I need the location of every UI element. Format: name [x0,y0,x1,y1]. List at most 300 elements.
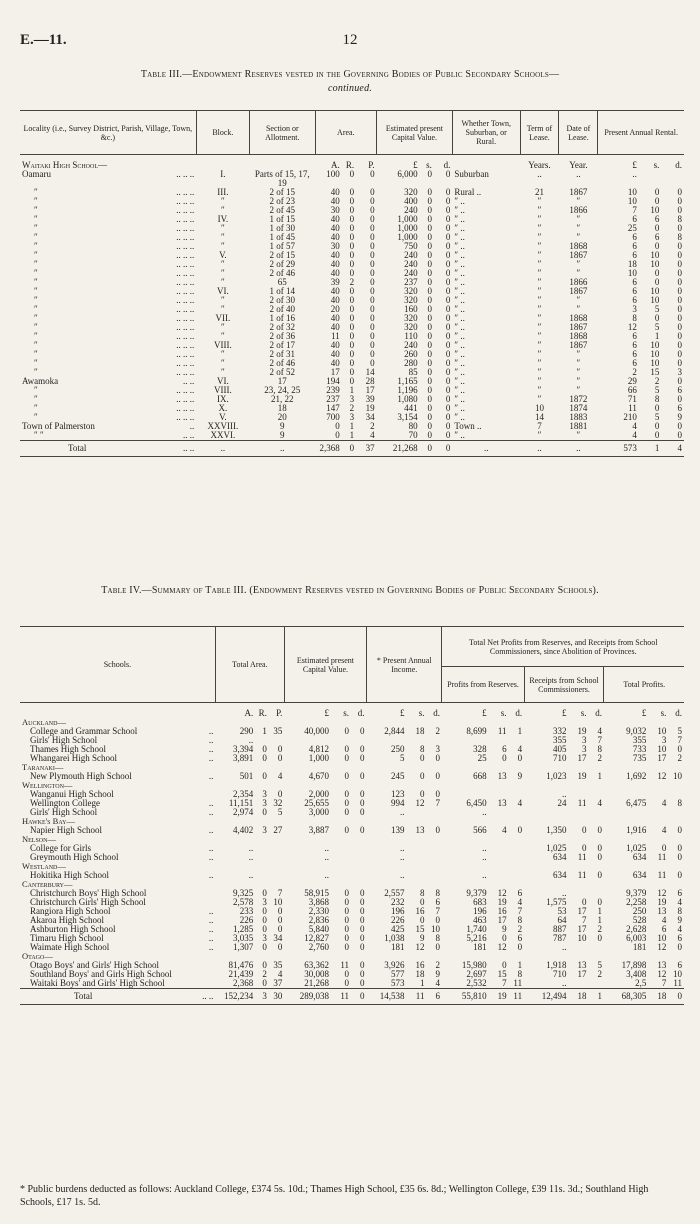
t3-whether: ″ .. [454,214,465,224]
t4-vs: 0 [344,969,349,979]
t4-is: 13 [415,825,425,835]
t3-rd: 0 [677,277,682,287]
t4-vd: 0 [360,924,365,934]
t4-vs: 0 [344,744,349,754]
t3-locality-cell [20,323,196,332]
t4-rl: 710 [552,969,567,979]
t3-vl: 80 [408,421,418,431]
t4-pl: 566 [473,825,487,835]
t4-pd: 0 [517,942,523,952]
t4-total-dots: .. .. [202,991,214,1001]
t3-rl: 3 [632,304,637,314]
t4-total-row [20,989,684,1005]
t3-unit-a: A. [330,160,340,170]
t4-il: 250 [390,744,405,754]
t3-unit-years: Years. [528,160,551,170]
t3-term: ″ [537,259,542,269]
t4-id: 2 [435,960,440,970]
t4-vd: 0 [360,978,365,988]
t3-vs: 0 [427,241,432,251]
t4-td: 8 [677,906,682,916]
t4-id: 4 [435,978,440,988]
t4-r: 0 [262,924,267,934]
t4-vd: 0 [360,726,365,736]
t3-section: 2 of 15 [269,250,296,260]
t3-vd: 0 [445,277,451,287]
t3-rs: 15 [650,367,660,377]
t3-a: 40 [330,322,340,332]
t3-locality: ″ [34,250,38,260]
t4-unit-d: d. [357,708,365,718]
t4-p: 0 [277,753,283,763]
t4-dots: .. [208,915,214,925]
t3-dots: .. [189,421,195,431]
t4-rs: 17 [577,753,587,763]
t4-dots: .. [208,807,214,817]
table4 [20,626,684,1005]
t4-pl: .. [482,870,487,880]
t3-section: 2 of 45 [269,205,296,215]
t3-whether: ″ .. [454,232,465,242]
t4-tl: 9,379 [626,888,647,898]
t4-rl: 24 [557,798,567,808]
t4-id: 10 [430,924,440,934]
t4-is [406,808,426,817]
t4-ts: 0 [661,843,667,853]
t3-rl: 71 [627,394,637,404]
t3-vl: 240 [404,259,418,269]
t4-td: 0 [677,825,682,835]
t4-unit-l: £ [641,708,647,718]
t4-vl: 1,000 [308,753,330,763]
t4-vl: 5,840 [308,924,330,934]
t3-total-r: 0 [342,441,356,457]
t4-vl: 2,000 [308,789,330,799]
t3-a: 40 [330,349,340,359]
t3-whether: ″ .. [454,385,465,395]
t3-term: ″ [537,232,542,242]
t4-dots: .. [208,825,214,835]
t3-vs: 0 [427,403,432,413]
t3-p: 0 [370,250,375,260]
t3-vd: 0 [445,376,451,386]
t3-vl: 750 [404,241,418,251]
t4-total-r: 3 [255,989,269,1005]
t4-rd: 2 [597,924,602,934]
t3-rs: 1 [654,331,660,341]
t4-rl: 1,918 [546,960,567,970]
t4-ts: 12 [657,888,667,898]
t3-vd: 0 [445,322,451,332]
t4-unit-d: d. [515,708,523,718]
t4-region: Auckland— [22,717,66,727]
t3-locality: ″ [34,205,38,215]
t4-total-ts: 18 [648,989,668,1005]
t3-unit-p: P. [368,160,375,170]
t3-unit-blank [196,155,249,171]
t3-vd: 0 [445,223,451,233]
t3-dots: .. .. .. [176,403,195,413]
t4-school-name: Girls' High School [30,735,98,745]
t3-term: 21 [534,187,544,197]
t4-rl: 634 [552,852,567,862]
t3-dots: .. .. .. [176,232,195,242]
t4-a: 3,891 [233,753,254,763]
t4-vs: 0 [344,798,349,808]
t3-total-section: .. [250,441,316,457]
t4-rd: 4 [597,726,602,736]
t4-unit-s: s. [660,708,667,718]
t3-rs: 10 [650,340,660,350]
t4-rs: 19 [577,726,587,736]
t3-vs: 0 [427,268,432,278]
t4-p [269,844,285,853]
t4-is [406,853,426,862]
t3-section: 2 of 29 [269,259,296,269]
t4-p: 35 [273,726,283,736]
t3-p: 17 [365,385,375,395]
t3-block: IV. [217,214,229,224]
t4-p: 37 [273,978,283,988]
t4-unit-s: s. [580,708,587,718]
t4-vl: 30,008 [304,969,330,979]
t4-is: 12 [415,942,425,952]
t3-r: 0 [349,205,355,215]
t3-r: 0 [349,340,355,350]
t3-rd: 6 [677,403,682,413]
t4-id: 0 [435,825,440,835]
t3-rs: 0 [654,277,660,287]
t4-vl: 40,000 [304,726,330,736]
t3-dots: .. .. .. [176,223,195,233]
t3-term: ″ [537,250,542,260]
t3-total-date: .. [559,441,598,457]
t3-locality-cell [20,170,196,188]
t4-school-name: Ashburton High School [30,924,116,934]
t3-locality: ″ [34,268,38,278]
t3-p: 0 [370,313,375,323]
t3-p: 0 [370,295,375,305]
t4-id [426,808,442,817]
t3-dots: .. .. .. [176,169,195,179]
t3-dots: .. .. .. [176,349,195,359]
t4-total-vd: 0 [351,989,367,1005]
t3-a: 11 [331,331,340,341]
t4-total-rl: 12,494 [524,989,568,1005]
t4-p: 5 [277,807,283,817]
t3-block: ″ [221,196,225,206]
t3-rs: 2 [654,376,660,386]
t3-locality: ″ [34,277,38,287]
t3-whether: ″ .. [454,250,465,260]
t3-rd: 0 [677,304,682,314]
t3-vl: 1,000 [397,232,418,242]
t3-date: 1868 [569,313,588,323]
t4-pd: 7 [517,906,523,916]
t4-tl: 9,032 [626,726,647,736]
t4-is: 16 [415,960,425,970]
t3-rl: 29 [627,376,637,386]
t4-vl: 3,000 [308,807,330,817]
table4-title: Table IV.—Summary of Table III. (Endowment Reserves vested in Governing Bodies of Public Secondary Schools). [101,585,599,596]
t3-vd: 0 [445,304,451,314]
t3-rl: 6 [632,241,637,251]
t3-vl: 320 [404,313,418,323]
t4-a: 233 [239,906,254,916]
t4-vl: 2,760 [308,942,330,952]
t4-unit-l: £ [482,708,487,718]
t3-r: 0 [349,268,355,278]
t4-tl: 634 [632,870,647,880]
t3-locality-cell [20,269,196,278]
t3-r: 0 [349,232,355,242]
t3-rd: 6 [677,385,682,395]
t4-tl: 634 [632,852,647,862]
t4-school-name: Napier High School [30,825,102,835]
t4-a: 1,285 [233,924,254,934]
t3-unit-rs: s. [653,160,660,170]
t4-vs: 0 [344,942,349,952]
t3-date: 1872 [569,394,588,404]
t3-whether: ″ .. [454,358,465,368]
t3-rd: 0 [677,358,682,368]
t3-term: ″ [537,358,542,368]
t4-total-tl: 68,305 [604,989,648,1005]
t3-block: ″ [221,223,225,233]
t3-rl: 210 [623,412,637,422]
t3-a: 40 [330,223,340,233]
t3-rl: 18 [627,259,637,269]
t3-dots: .. .. .. [176,295,195,305]
t4-rd: 0 [597,852,602,862]
t4-unit-d: d. [675,708,682,718]
t4-id: 0 [435,915,440,925]
t3-block: ″ [221,295,225,305]
t3-vl: 160 [404,304,418,314]
t4-il: 2,844 [384,726,405,736]
t4-school-name: Wellington College [30,798,101,808]
t3-header-section: Section or Allotment. [250,111,316,155]
t3-vs: 0 [427,313,432,323]
t3-date: .. [576,169,581,179]
t4-rd: 1 [597,906,602,916]
t3-whether: ″ .. [454,277,465,287]
t3-rd: 0 [677,313,682,323]
t3-whether: ″ .. [454,403,465,413]
t3-r: 3 [349,412,355,422]
t3-section: 9 [280,421,285,431]
t4-region: Hawke's Bay— [22,816,75,826]
t4-r: 0 [262,888,267,898]
t3-locality-cell [20,422,196,431]
t4-r: 2 [262,969,267,979]
t3-locality: ″ [34,394,38,404]
t3-section: 20 [277,412,287,422]
t4-header-value: Estimated present Capital Value. [284,627,366,703]
t3-whether: ″ .. [454,331,465,341]
t3-whether: ″ .. [454,205,465,215]
t3-dots: .. .. .. [176,187,195,197]
t3-section: 1 of 15 [269,214,296,224]
t3-vs: 0 [427,421,432,431]
t3-date: 1867 [569,187,588,197]
t4-is: 8 [419,744,425,754]
t4-p: 32 [273,798,283,808]
t3-date: ″ [576,304,581,314]
t3-rl: .. [632,169,637,179]
t3-locality: ″ [34,412,38,422]
t4-vs: 11 [340,960,349,970]
t3-a: 100 [326,169,340,179]
t4-rs: 11 [577,870,587,880]
t3-rs: 0 [654,403,660,413]
t3-dots: .. .. .. [176,304,195,314]
t4-r: 0 [262,960,267,970]
t4-rd: 4 [597,798,602,808]
t3-whether: ″ .. [454,349,465,359]
t3-whether: ″ .. [454,322,465,332]
t3-dots: .. .. .. [176,322,195,332]
t4-id: 7 [435,906,440,916]
t4-ps: 16 [497,906,507,916]
t3-date: 1883 [569,412,588,422]
t3-section: 2 of 23 [269,196,296,206]
t3-dots: .. .. .. [176,340,195,350]
t4-pd: 4 [517,744,523,754]
t4-rl: 355 [552,735,567,745]
t3-rs: 0 [654,430,660,440]
t4-vs: 0 [344,753,349,763]
t3-r: 1 [349,430,355,440]
t3-dots: .. .. .. [176,412,195,422]
t4-dots: .. [208,933,214,943]
t3-block: ″ [221,205,225,215]
t4-td: 7 [677,735,682,745]
t4-a: 501 [239,771,254,781]
t3-date: ″ [576,358,581,368]
t3-dots: .. .. .. [176,268,195,278]
t4-il: .. [399,843,405,853]
t3-rs: 10 [650,286,660,296]
t3-whether: ″ .. [454,223,465,233]
t4-p [269,871,285,880]
t3-r: 0 [349,286,355,296]
t3-term: ″ [537,277,542,287]
t4-rd: 1 [597,915,602,925]
t4-school-name: Akaroa High School [30,915,104,925]
t4-r: 3 [262,825,267,835]
t4-ts: 10 [657,933,667,943]
t3-vl: 240 [404,250,418,260]
t3-section: 2 of 46 [269,358,296,368]
t3-a: 30 [330,205,340,215]
t3-section: 1 of 30 [269,223,296,233]
t4-r: 1 [262,726,267,736]
t3-rd: 0 [677,376,682,386]
t4-il: 994 [390,798,405,808]
t3-term: ″ [537,385,542,395]
t4-vd: 0 [360,807,365,817]
t4-is: 9 [419,933,425,943]
t3-r: 0 [349,367,355,377]
t3-p: 0 [370,277,375,287]
t4-rs: 13 [577,960,587,970]
t3-rs: 0 [654,223,660,233]
t3-r: 2 [349,277,355,287]
t3-rs: 0 [654,268,660,278]
t4-vl: 58,915 [304,888,330,898]
t4-p: 4 [277,969,283,979]
t3-r: 0 [349,169,355,179]
t4-total-ps: 19 [489,989,509,1005]
t3-whether: ″ .. [454,430,465,440]
t3-block: IX. [217,394,229,404]
t3-header-rental: Present Annual Rental. [598,111,684,155]
t4-il: 123 [390,789,405,799]
t4-school-name: Wanganui High School [30,789,114,799]
t3-vl: 260 [404,349,418,359]
t4-td [668,808,684,817]
t3-rd: 0 [677,196,682,206]
t4-ts: 12 [657,942,667,952]
t3-r: 0 [349,322,355,332]
t4-id: 6 [435,897,440,907]
t4-id: 2 [435,726,440,736]
t4-p: 0 [277,906,283,916]
t4-rl: 64 [557,915,567,925]
t4-pd [509,871,525,880]
t3-rd: 0 [677,268,682,278]
t3-header-locality: Locality (i.e., Survey District, Parish, Village, Town, &c.) [20,111,196,155]
t3-vs: 0 [427,295,432,305]
t3-dots: .. .. .. [176,241,195,251]
t3-vs: 0 [427,250,432,260]
t4-header-receipts: Receipts from School Commissioners. [524,667,604,703]
t3-term: .. [537,169,542,179]
t3-vs: 0 [427,358,432,368]
t3-locality: ″ [34,313,38,323]
t3-locality-cell [20,215,196,224]
t4-r: 3 [262,789,267,799]
t3-date: 1867 [569,250,588,260]
t3-rl: 8 [632,313,637,323]
t3-vl: 237 [404,277,418,287]
t3-whether: ″ .. [454,340,465,350]
t3-total-term: .. [520,441,559,457]
t4-vl: 3,887 [308,825,330,835]
t3-locality: Oamaru [22,169,51,179]
t4-pl: 25 [477,753,487,763]
t3-p: 0 [370,232,375,242]
t4-td: 10 [673,771,682,781]
t3-a: 40 [330,250,340,260]
t4-id: 8 [435,933,440,943]
t3-a: 40 [330,340,340,350]
t4-td: 0 [677,744,682,754]
t4-dots: .. [208,753,214,763]
t4-vd [351,853,367,862]
t3-dots: .. .. [182,376,195,386]
t3-locality: Town of Palmerston [22,421,95,431]
t4-tl [604,808,648,817]
t3-p: 0 [370,286,375,296]
t3-locality: ″ [34,295,38,305]
t4-p: 34 [273,933,283,943]
t4-r: 3 [262,798,267,808]
t3-rd: 9 [677,412,682,422]
t4-ts: 12 [657,771,667,781]
t3-vd: 0 [445,394,451,404]
